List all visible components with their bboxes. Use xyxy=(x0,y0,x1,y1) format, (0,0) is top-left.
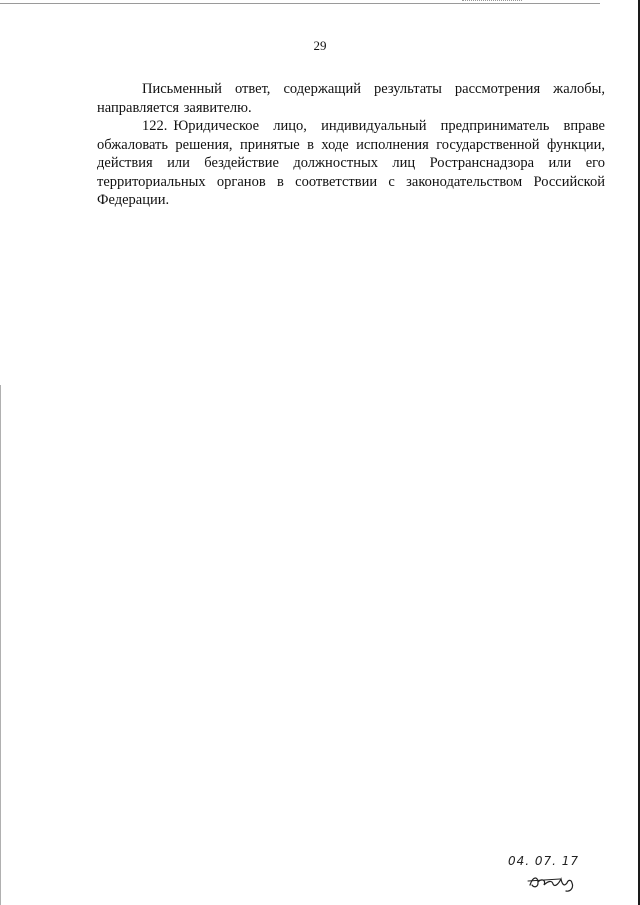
scan-edge-left xyxy=(0,385,1,905)
paragraph-text: Юридическое лицо, индивидуальный предприниматель вправе обжаловать решения, принятые в ходе исполнения государственной функции, действия или бездействие должностных лиц Ространснадзора или его территориальных органов в соответствии с законодательством Российской Федерации. xyxy=(97,118,605,208)
scan-edge-top-dots xyxy=(462,0,522,3)
handwritten-note xyxy=(502,852,602,894)
paragraph-122 xyxy=(97,117,605,210)
paragraph-text: Письменный ответ, содержащий результаты рассмотрения жалобы, направляется заявителю. xyxy=(97,81,605,116)
paragraph-written-answer xyxy=(97,80,605,117)
page-number: 29 xyxy=(313,38,327,53)
scan-edge-top xyxy=(0,3,600,4)
handwritten-date: 04. 07. 17 xyxy=(508,854,580,868)
paragraph-number: 122. xyxy=(142,118,168,134)
document-body xyxy=(97,80,605,210)
